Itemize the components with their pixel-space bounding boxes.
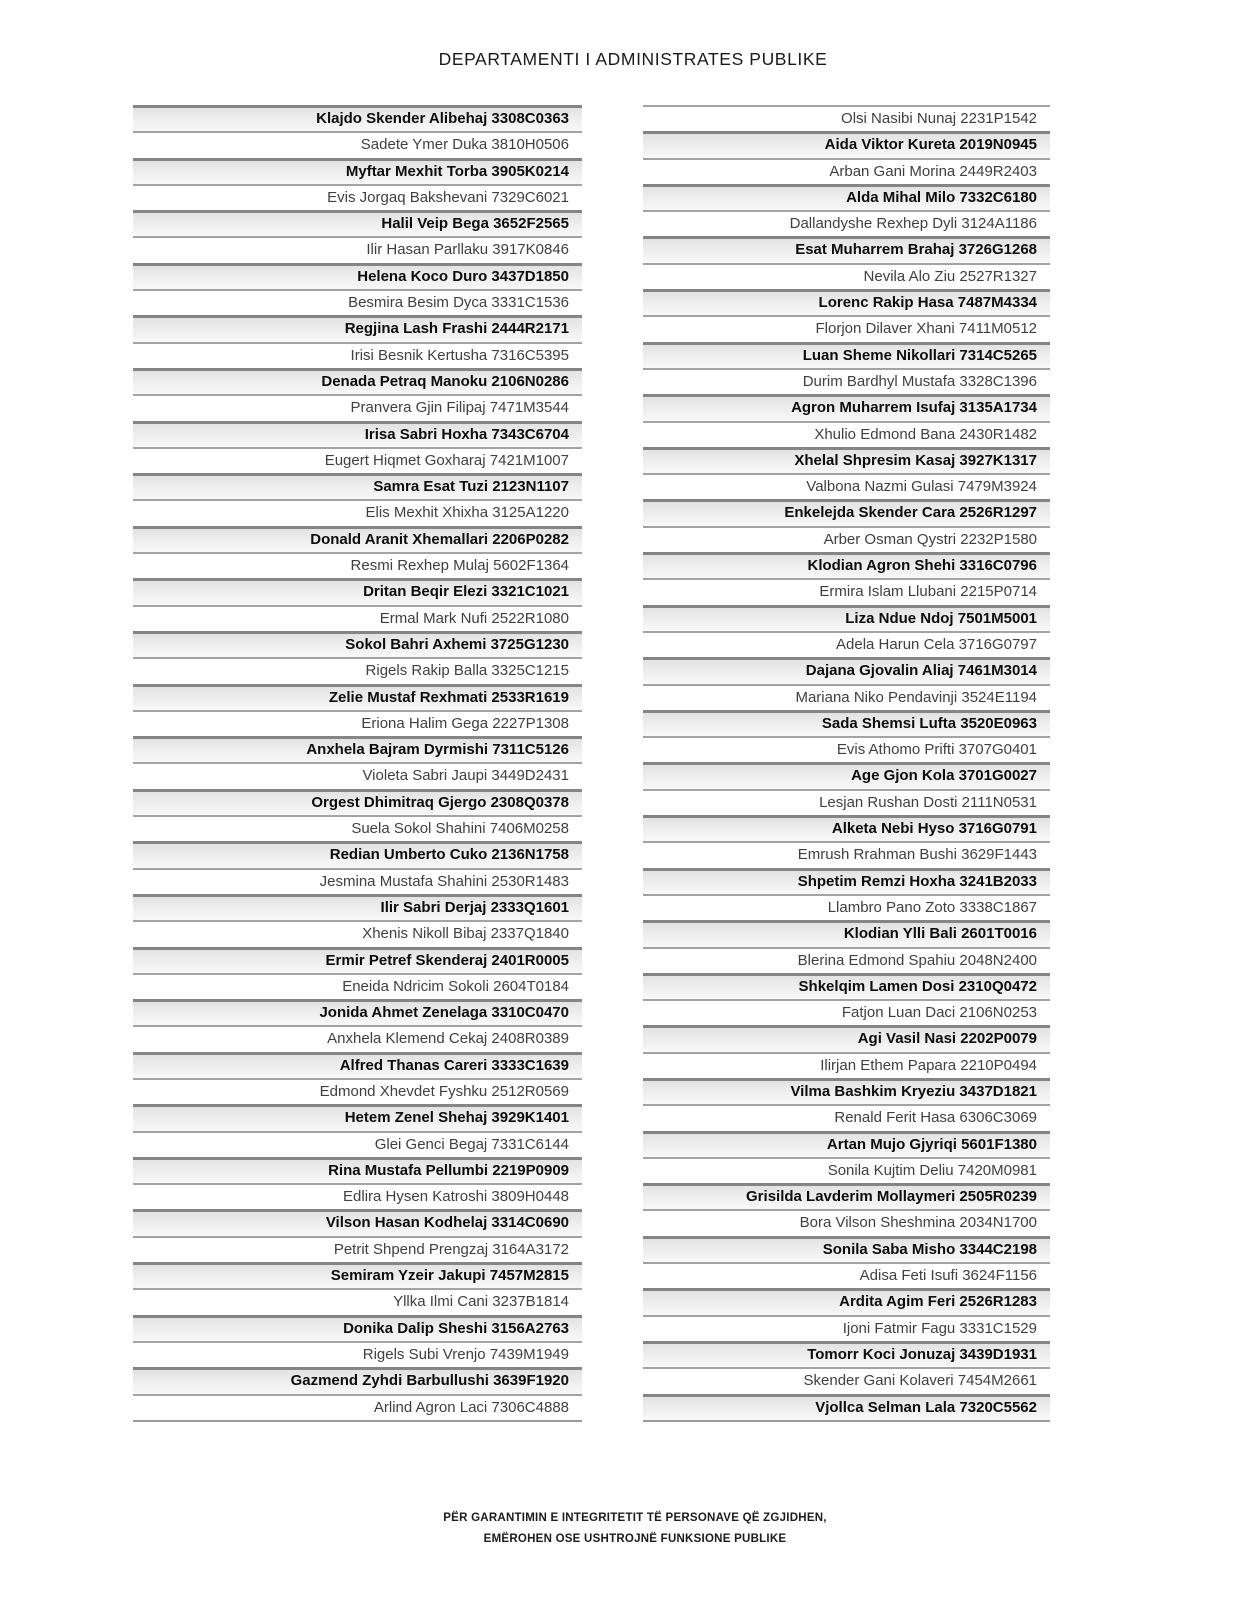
list-item: Bora Vilson Sheshmina 2034N1700 (643, 1209, 1050, 1235)
list-item: Sonila Kujtim Deliu 7420M0981 (643, 1157, 1050, 1183)
list-item: Jesmina Mustafa Shahini 2530R1483 (133, 868, 582, 894)
list-item: Elis Mexhit Xhixha 3125A1220 (133, 499, 582, 525)
list-item: Rigels Subi Vrenjo 7439M1949 (133, 1341, 582, 1367)
list-item: Donald Aranit Xhemallari 2206P0282 (133, 526, 582, 552)
list-item: Rigels Rakip Balla 3325C1215 (133, 657, 582, 683)
list-item: Esat Muharrem Brahaj 3726G1268 (643, 236, 1050, 262)
list-item: Artan Mujo Gjyriqi 5601F1380 (643, 1131, 1050, 1157)
list-item: Sada Shemsi Lufta 3520E0963 (643, 710, 1050, 736)
list-item: Violeta Sabri Jaupi 3449D2431 (133, 762, 582, 788)
list-item: Helena Koco Duro 3437D1850 (133, 263, 582, 289)
list-item: Tomorr Koci Jonuzaj 3439D1931 (643, 1341, 1050, 1367)
list-item: Arban Gani Morina 2449R2403 (643, 158, 1050, 184)
list-item: Anxhela Klemend Cekaj 2408R0389 (133, 1025, 582, 1051)
list-item: Zelie Mustaf Rexhmati 2533R1619 (133, 684, 582, 710)
list-item: Samra Esat Tuzi 2123N1107 (133, 473, 582, 499)
name-list-left-column (133, 105, 582, 1422)
list-item: Ermira Islam Llubani 2215P0714 (643, 578, 1050, 604)
list-item: Denada Petraq Manoku 2106N0286 (133, 368, 582, 394)
list-item: Durim Bardhyl Mustafa 3328C1396 (643, 368, 1050, 394)
list-item: Xhenis Nikoll Bibaj 2337Q1840 (133, 920, 582, 946)
list-item: Ermir Petref Skenderaj 2401R0005 (133, 947, 582, 973)
list-item: Sonila Saba Misho 3344C2198 (643, 1236, 1050, 1262)
list-item: Enkelejda Skender Cara 2526R1297 (643, 499, 1050, 525)
list-item: Mariana Niko Pendavinji 3524E1194 (643, 684, 1050, 710)
list-item: Dallandyshe Rexhep Dyli 3124A1186 (643, 210, 1050, 236)
list-item: Shkelqim Lamen Dosi 2310Q0472 (643, 973, 1050, 999)
list-item: Adisa Feti Isufi 3624F1156 (643, 1262, 1050, 1288)
list-item: Semiram Yzeir Jakupi 7457M2815 (133, 1262, 582, 1288)
list-item: Llambro Pano Zoto 3338C1867 (643, 894, 1050, 920)
list-item: Alda Mihal Milo 7332C6180 (643, 184, 1050, 210)
list-item: Suela Sokol Shahini 7406M0258 (133, 815, 582, 841)
list-item: Irisa Sabri Hoxha 7343C6704 (133, 421, 582, 447)
list-item: Skender Gani Kolaveri 7454M2661 (643, 1367, 1050, 1393)
list-item: Lorenc Rakip Hasa 7487M4334 (643, 289, 1050, 315)
list-item: Arlind Agron Laci 7306C4888 (133, 1394, 582, 1420)
list-item: Vilson Hasan Kodhelaj 3314C0690 (133, 1209, 582, 1235)
list-item: Yllka Ilmi Cani 3237B1814 (133, 1288, 582, 1314)
list-item: Arber Osman Qystri 2232P1580 (643, 526, 1050, 552)
list-item: Rina Mustafa Pellumbi 2219P0909 (133, 1157, 582, 1183)
list-item: Sadete Ymer Duka 3810H0506 (133, 131, 582, 157)
list-item: Alketa Nebi Hyso 3716G0791 (643, 815, 1050, 841)
list-item: Aida Viktor Kureta 2019N0945 (643, 131, 1050, 157)
list-item: Klodian Agron Shehi 3316C0796 (643, 552, 1050, 578)
list-item: Gazmend Zyhdi Barbullushi 3639F1920 (133, 1367, 582, 1393)
list-item: Ilirjan Ethem Papara 2210P0494 (643, 1052, 1050, 1078)
list-item: Xhelal Shpresim Kasaj 3927K1317 (643, 447, 1050, 473)
list-item: Eriona Halim Gega 2227P1308 (133, 710, 582, 736)
list-item: Anxhela Bajram Dyrmishi 7311C5126 (133, 736, 582, 762)
list-item: Luan Sheme Nikollari 7314C5265 (643, 342, 1050, 368)
list-item: Irisi Besnik Kertusha 7316C5395 (133, 342, 582, 368)
list-item: Glei Genci Begaj 7331C6144 (133, 1131, 582, 1157)
list-item: Edlira Hysen Katroshi 3809H0448 (133, 1183, 582, 1209)
list-item: Vjollca Selman Lala 7320C5562 (643, 1394, 1050, 1420)
list-item: Myftar Mexhit Torba 3905K0214 (133, 158, 582, 184)
list-item: Age Gjon Kola 3701G0027 (643, 762, 1050, 788)
name-list-right-column (643, 105, 1050, 1422)
list-item: Emrush Rrahman Bushi 3629F1443 (643, 841, 1050, 867)
list-item: Donika Dalip Sheshi 3156A2763 (133, 1315, 582, 1341)
list-item: Regjina Lash Frashi 2444R2171 (133, 315, 582, 341)
list-item: Florjon Dilaver Xhani 7411M0512 (643, 315, 1050, 341)
list-item: Edmond Xhevdet Fyshku 2512R0569 (133, 1078, 582, 1104)
footer-line-1: PËR GARANTIMIN E INTEGRITETIT TË PERSONAVE QË ZGJIDHEN, (443, 1512, 827, 1524)
list-item: Ardita Agim Feri 2526R1283 (643, 1288, 1050, 1314)
list-item: Agron Muharrem Isufaj 3135A1734 (643, 394, 1050, 420)
list-item: Ilir Hasan Parllaku 3917K0846 (133, 236, 582, 262)
list-item: Adela Harun Cela 3716G0797 (643, 631, 1050, 657)
list-item: Halil Veip Bega 3652F2565 (133, 210, 582, 236)
list-item: Ijoni Fatmir Fagu 3331C1529 (643, 1315, 1050, 1341)
list-item: Petrit Shpend Prengzaj 3164A3172 (133, 1236, 582, 1262)
page-title: DEPARTAMENTI I ADMINISTRATES PUBLIKE (438, 49, 828, 69)
list-item: Liza Ndue Ndoj 7501M5001 (643, 605, 1050, 631)
page-footer (34, 1508, 1236, 1550)
list-item: Pranvera Gjin Filipaj 7471M3544 (133, 394, 582, 420)
list-item: Eneida Ndricim Sokoli 2604T0184 (133, 973, 582, 999)
list-item: Sokol Bahri Axhemi 3725G1230 (133, 631, 582, 657)
footer-line-2: EMËROHEN OSE USHTROJNË FUNKSIONE PUBLIKE (483, 1533, 787, 1545)
list-item: Vilma Bashkim Kryeziu 3437D1821 (643, 1078, 1050, 1104)
list-item: Agi Vasil Nasi 2202P0079 (643, 1025, 1050, 1051)
list-item: Dritan Beqir Elezi 3321C1021 (133, 578, 582, 604)
list-item: Lesjan Rushan Dosti 2111N0531 (643, 789, 1050, 815)
list-item: Evis Athomo Prifti 3707G0401 (643, 736, 1050, 762)
list-item: Nevila Alo Ziu 2527R1327 (643, 263, 1050, 289)
list-item: Shpetim Remzi Hoxha 3241B2033 (643, 868, 1050, 894)
list-item: Hetem Zenel Shehaj 3929K1401 (133, 1104, 582, 1130)
list-item: Olsi Nasibi Nunaj 2231P1542 (643, 105, 1050, 131)
list-item: Alfred Thanas Careri 3333C1639 (133, 1052, 582, 1078)
list-item: Klajdo Skender Alibehaj 3308C0363 (133, 105, 582, 131)
list-item: Ermal Mark Nufi 2522R1080 (133, 605, 582, 631)
list-item: Orgest Dhimitraq Gjergo 2308Q0378 (133, 789, 582, 815)
list-item: Eugert Hiqmet Goxharaj 7421M1007 (133, 447, 582, 473)
list-item: Jonida Ahmet Zenelaga 3310C0470 (133, 999, 582, 1025)
list-item: Resmi Rexhep Mulaj 5602F1364 (133, 552, 582, 578)
list-item: Evis Jorgaq Bakshevani 7329C6021 (133, 184, 582, 210)
list-item: Xhulio Edmond Bana 2430R1482 (643, 421, 1050, 447)
list-item: Besmira Besim Dyca 3331C1536 (133, 289, 582, 315)
list-item: Ilir Sabri Derjaj 2333Q1601 (133, 894, 582, 920)
list-item: Renald Ferit Hasa 6306C3069 (643, 1104, 1050, 1130)
list-item: Fatjon Luan Daci 2106N0253 (643, 999, 1050, 1025)
list-item: Dajana Gjovalin Aliaj 7461M3014 (643, 657, 1050, 683)
list-item: Valbona Nazmi Gulasi 7479M3924 (643, 473, 1050, 499)
list-item: Grisilda Lavderim Mollaymeri 2505R0239 (643, 1183, 1050, 1209)
list-item: Klodian Ylli Bali 2601T0016 (643, 920, 1050, 946)
list-item: Redian Umberto Cuko 2136N1758 (133, 841, 582, 867)
list-item: Blerina Edmond Spahiu 2048N2400 (643, 947, 1050, 973)
